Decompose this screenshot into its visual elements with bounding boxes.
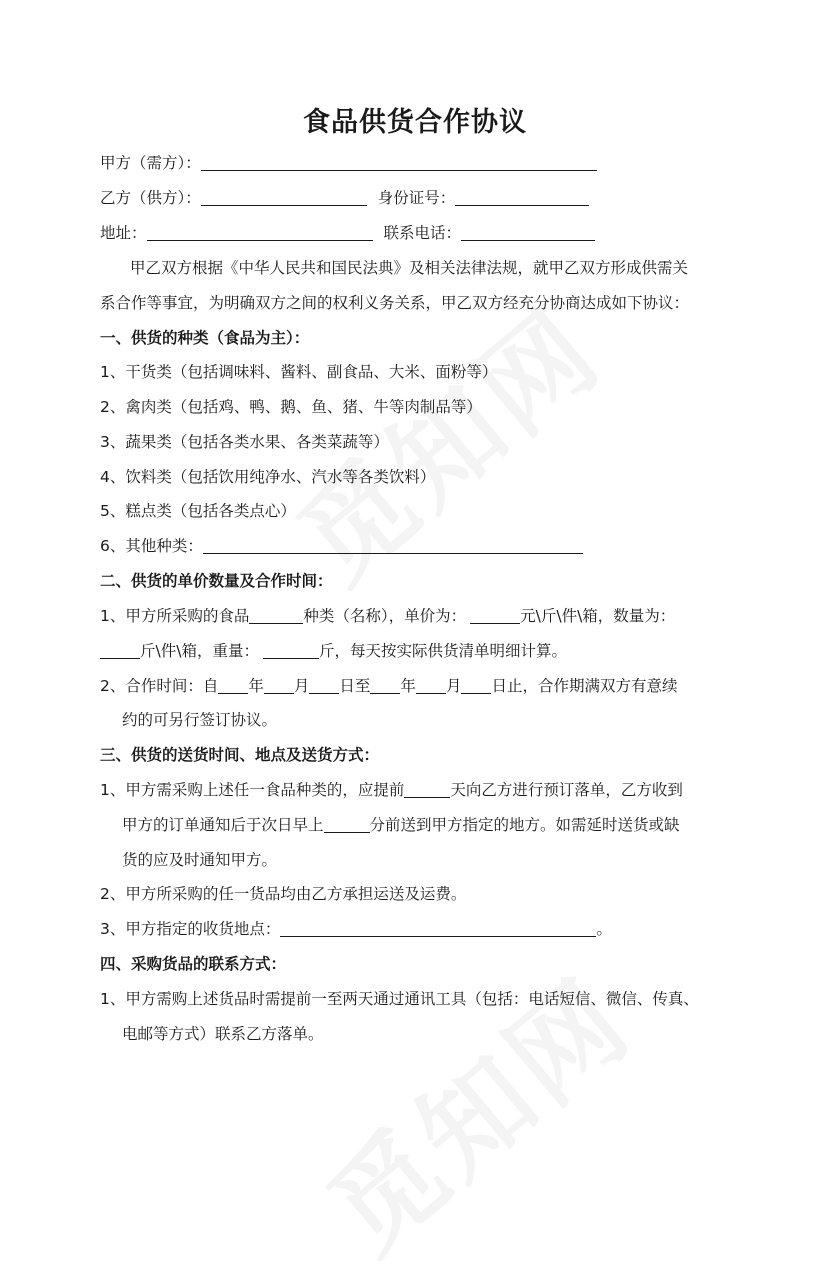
list-item: 2、禽肉类（包括鸡、鸭、鹅、鱼、猪、牛等肉制品等） bbox=[100, 398, 482, 416]
party-b-row bbox=[100, 188, 589, 208]
other-types-label: 6、其他种类： bbox=[100, 537, 203, 555]
end-day-blank[interactable] bbox=[461, 677, 491, 694]
text: 斤，每天按实际供货清单明细计算。 bbox=[318, 642, 567, 660]
start-day-blank[interactable] bbox=[309, 677, 339, 694]
other-types-blank[interactable] bbox=[203, 537, 583, 554]
food-type-blank[interactable] bbox=[249, 607, 303, 624]
end-month-blank[interactable] bbox=[416, 677, 446, 694]
text: 月 bbox=[293, 677, 310, 695]
text: 分前送到甲方指定的地方。如需延时送货或缺 bbox=[369, 816, 680, 834]
section2-p1-line1 bbox=[100, 606, 675, 626]
section2-heading: 二、供货的单价数量及合作时间： bbox=[100, 572, 333, 590]
party-a-row bbox=[100, 153, 597, 173]
delivery-address-label: 3、甲方指定的收货地点： bbox=[100, 920, 281, 938]
section3-heading: 三、供货的送货时间、地点及送货方式： bbox=[100, 746, 380, 764]
section4-p1-line1: 1、甲方需购上述货品时需提前一至两天通过通讯工具（包括：电话短信、微信、传真、 bbox=[100, 990, 699, 1008]
delivery-address-blank[interactable] bbox=[280, 920, 596, 937]
text: 1、甲方所采购的食品 bbox=[100, 607, 250, 625]
section2-p2-line2: 约的可另行签订协议。 bbox=[122, 711, 278, 729]
quantity-blank[interactable] bbox=[100, 642, 140, 659]
advance-days-blank[interactable] bbox=[404, 781, 450, 798]
intro-paragraph-line2: 系合作等事宜，为明确双方之间的权利义务关系，甲乙双方经充分协商达成如下协议： bbox=[100, 294, 690, 312]
text: 年 bbox=[400, 677, 416, 695]
address-blank[interactable] bbox=[147, 224, 373, 241]
party-b-blank[interactable] bbox=[201, 189, 367, 206]
text: 日至 bbox=[339, 677, 371, 695]
start-month-blank[interactable] bbox=[264, 677, 294, 694]
list-item: 5、糕点类（包括各类点心） bbox=[100, 502, 296, 520]
section1-heading: 一、供货的种类（食品为主）： bbox=[100, 329, 310, 347]
phone-blank[interactable] bbox=[461, 224, 595, 241]
section3-p1-line1 bbox=[100, 780, 683, 800]
text: 年 bbox=[248, 677, 264, 695]
text: 1、甲方需采购上述任一食品种类的，应提前 bbox=[100, 781, 405, 799]
section4-p1-line2: 电邮等方式）联系乙方落单。 bbox=[122, 1025, 324, 1043]
party-a-label: 甲方（需方）： bbox=[100, 154, 201, 172]
address-label: 地址： bbox=[100, 224, 147, 242]
list-item: 4、饮料类（包括饮用纯净水、汽水等各类饮料） bbox=[100, 468, 436, 486]
party-a-blank[interactable] bbox=[201, 154, 597, 171]
list-item: 3、蔬果类（包括各类水果、各类菜蔬等） bbox=[100, 433, 389, 451]
id-card-blank[interactable] bbox=[455, 189, 589, 206]
text: 。 bbox=[596, 920, 612, 938]
phone-label: 联系电话： bbox=[383, 224, 461, 242]
address-row bbox=[100, 223, 595, 243]
start-year-blank[interactable] bbox=[218, 677, 248, 694]
weight-blank[interactable] bbox=[263, 642, 319, 659]
text: 2、合作时间：自 bbox=[100, 677, 219, 695]
section3-p1-line3: 货的应及时通知甲方。 bbox=[122, 851, 278, 869]
intro-paragraph-line1: 甲乙双方根据《中华人民共和国民法典》及相关法律法规，就甲乙双方形成供需关 bbox=[130, 259, 689, 277]
party-b-label: 乙方（供方）： bbox=[100, 189, 201, 207]
section3-p3 bbox=[100, 919, 612, 939]
text: 元\斤\件\箱，数量为： bbox=[520, 607, 676, 625]
section2-p2-line1 bbox=[100, 676, 677, 696]
section4-heading: 四、采购货品的联系方式： bbox=[100, 955, 287, 973]
text: 天向乙方进行预订落单，乙方收到 bbox=[450, 781, 683, 799]
document-title: 食品供货合作协议 bbox=[303, 107, 527, 138]
section3-p2: 2、甲方所采购的任一货品均由乙方承担运送及运费。 bbox=[100, 885, 467, 903]
text: 斤\件\箱，重量： bbox=[140, 642, 259, 660]
text: 日止，合作期满双方有意续 bbox=[491, 677, 678, 695]
unit-price-blank[interactable] bbox=[470, 607, 520, 624]
section2-p1-line2 bbox=[100, 641, 567, 661]
other-types-row bbox=[100, 536, 583, 556]
delivery-time-blank[interactable] bbox=[324, 816, 370, 833]
text: 种类（名称），单价为： bbox=[303, 607, 467, 625]
end-year-blank[interactable] bbox=[370, 677, 400, 694]
list-item: 1、干货类（包括调味料、酱料、副食品、大米、面粉等） bbox=[100, 363, 498, 381]
id-card-label: 身份证号： bbox=[377, 189, 456, 207]
section3-p1-line2 bbox=[122, 815, 680, 835]
text: 月 bbox=[445, 677, 462, 695]
text: 甲方的订单通知后于次日早上 bbox=[122, 816, 324, 834]
